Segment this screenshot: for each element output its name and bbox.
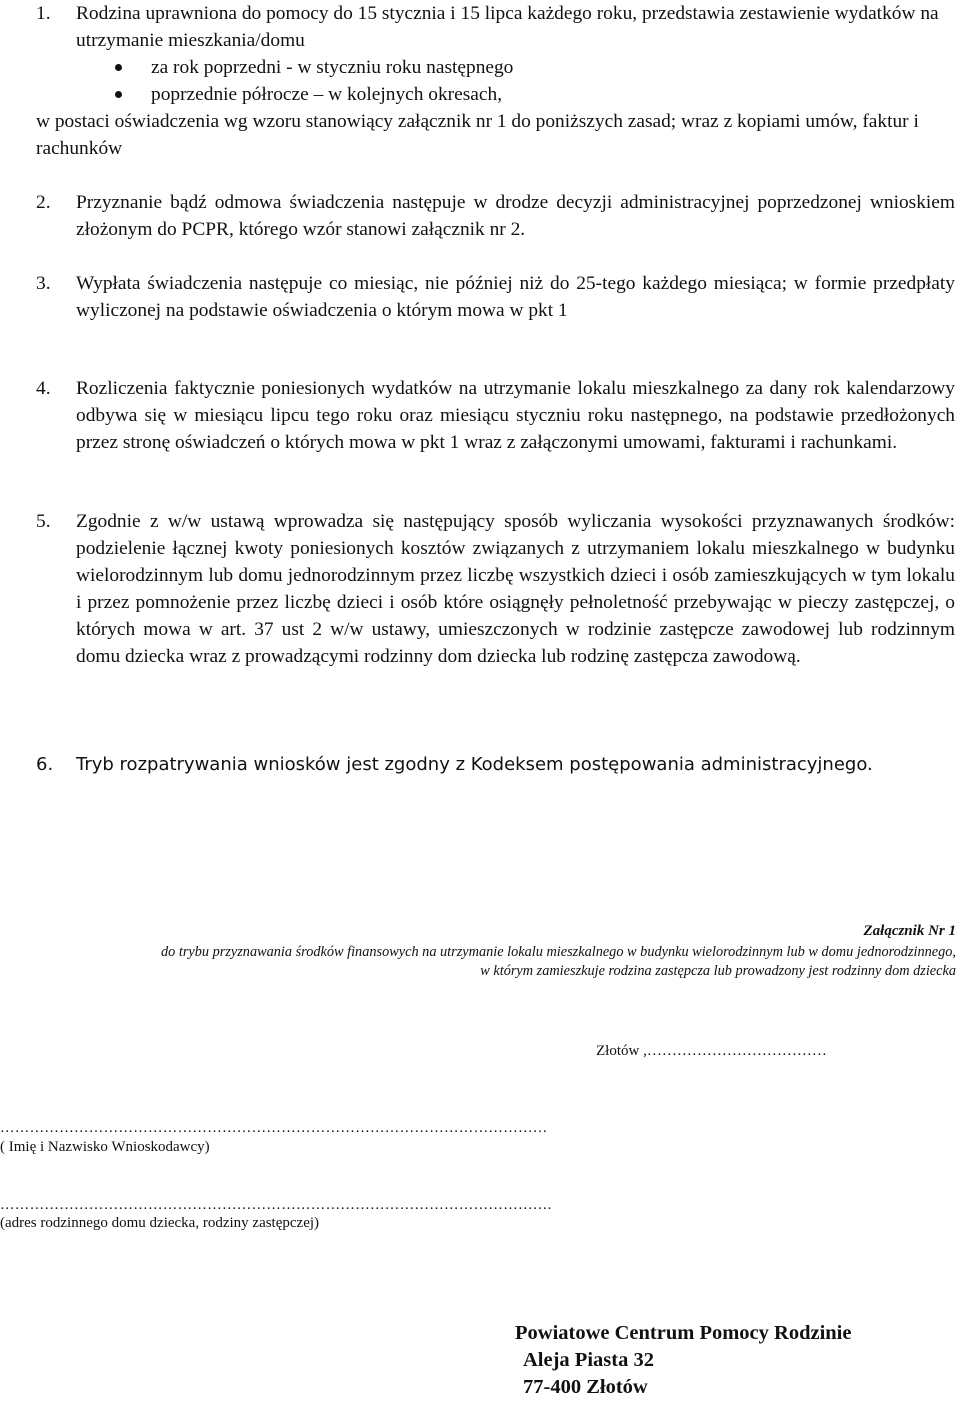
item-number: 3. [36, 273, 51, 294]
item-number: 1. [36, 3, 51, 24]
annex-subtitle-line: do trybu przyznawania środków finansowych na utrzymanie lokalu mieszkalnego w budynku wielorodzinnym lub w domu jednorodzinnego, [160, 944, 956, 960]
bullet-list [36, 54, 955, 108]
item-text-continued: w postaci oświadczenia wg wzoru stanowiący załącznik nr 1 do poniższych zasad; wraz z kopiami umów, faktur i rachunków [36, 111, 919, 159]
recipient-name: Powiatowe Centrum Pomocy Rodzinie [515, 1322, 852, 1344]
list-item-4 [36, 375, 955, 456]
bullet-text: za rok poprzedni - w styczniu roku następnego [151, 57, 514, 78]
bullet-text: poprzednie półrocze – w kolejnych okresach, [151, 84, 503, 105]
bullet-item [36, 81, 955, 108]
recipient-block [515, 1320, 851, 1401]
item-number: 2. [36, 192, 51, 213]
bullet-item [36, 54, 955, 81]
item-number: 4. [36, 378, 51, 399]
annex-title: Załącznik Nr 1 [863, 923, 956, 939]
item-text: Tryb rozpatrywania wniosków jest zgodny z Kodeksem postępowania administracyjnego. [76, 754, 873, 775]
list-item-2 [36, 189, 955, 243]
item-text: Zgodnie z w/w ustawą wprowadza się następujący sposób wyliczania wysokości przyznawanych środków: podzielenie łącznej kwoty poniesionych kosztów związanych z utrzymaniem lokalu mieszkalnego w budynku wielorodzinnym lub domu jednorodzinnym przez liczbę wszystkich dzieci i osób zamieszkujących w tym lokalu i przez pomnożenie przez liczbę dzieci i osób które osiągnęły pełnoletność przebywając w pieczy zastępczej, o których mowa w art. 37 ust 2 w/w ustawy, umieszczonych w rodzinie zastępcze zawodowej lub rodzinnym domu dziecka wraz z prowadzącymi rodzinny dom dziecka lub rodzinę zastępcza zawodową. [76, 511, 955, 667]
annex-subtitle-line: w którym zamieszkuje rodzina zastępcza lub prowadzony jest rodzinny dom dziecka [480, 963, 956, 979]
applicant-name-label: ( Imię i Nazwisko Wnioskodawcy) [0, 1139, 210, 1155]
item-text: Rodzina uprawniona do pomocy do 15 stycznia i 15 lipca każdego roku, przedstawia zestawienie wydatków na utrzymanie mieszkania/domu [76, 3, 939, 51]
item-text: Wypłata świadczenia następuje co miesiąc, nie później niż do 25-tego każdego miesiąca; w formie przedpłaty wyliczonej na podstawie oświadczenia o którym mowa w pkt 1 [76, 273, 955, 321]
address-label: (adres rodzinnego domu dziecka, rodziny zastępczej) [0, 1215, 320, 1231]
item-text: Przyznanie bądź odmowa świadczenia następuje w drodze decyzji administracyjnej poprzedzonej wnioskiem złożonym do PCPR, którego wzór stanowi załącznik nr 2. [76, 192, 955, 240]
item-number: 5. [36, 511, 51, 532]
item-text: Rozliczenia faktycznie poniesionych wydatków na utrzymanie lokalu mieszkalnego za dany rok kalendarzowy odbywa się w miesiącu lipcu tego roku oraz miesiącu styczniu roku następnego, na podstawie przedłożonych przez stronę oświadczeń o których mowa w pkt 1 wraz z załączonymi umowami, fakturami i rachunkami. [76, 378, 955, 453]
bullet-icon [115, 64, 122, 71]
item-number: 6. [36, 754, 54, 775]
list-item-3 [36, 270, 955, 324]
list-item-5 [36, 508, 955, 670]
bullet-icon [115, 91, 122, 98]
place-date-field: Złotów ,……………………………… [596, 1043, 827, 1059]
list-item-1 [36, 0, 955, 162]
annex-subtitle [4, 943, 956, 981]
address-line: …………………………………………………………………………………………………. [0, 1197, 552, 1213]
recipient-city: 77-400 Złotów [523, 1376, 648, 1398]
list-item-6 [36, 751, 955, 778]
applicant-name-line: ………………………………………………………………………………………………… [0, 1120, 548, 1136]
recipient-street: Aleja Piasta 32 [523, 1349, 654, 1371]
